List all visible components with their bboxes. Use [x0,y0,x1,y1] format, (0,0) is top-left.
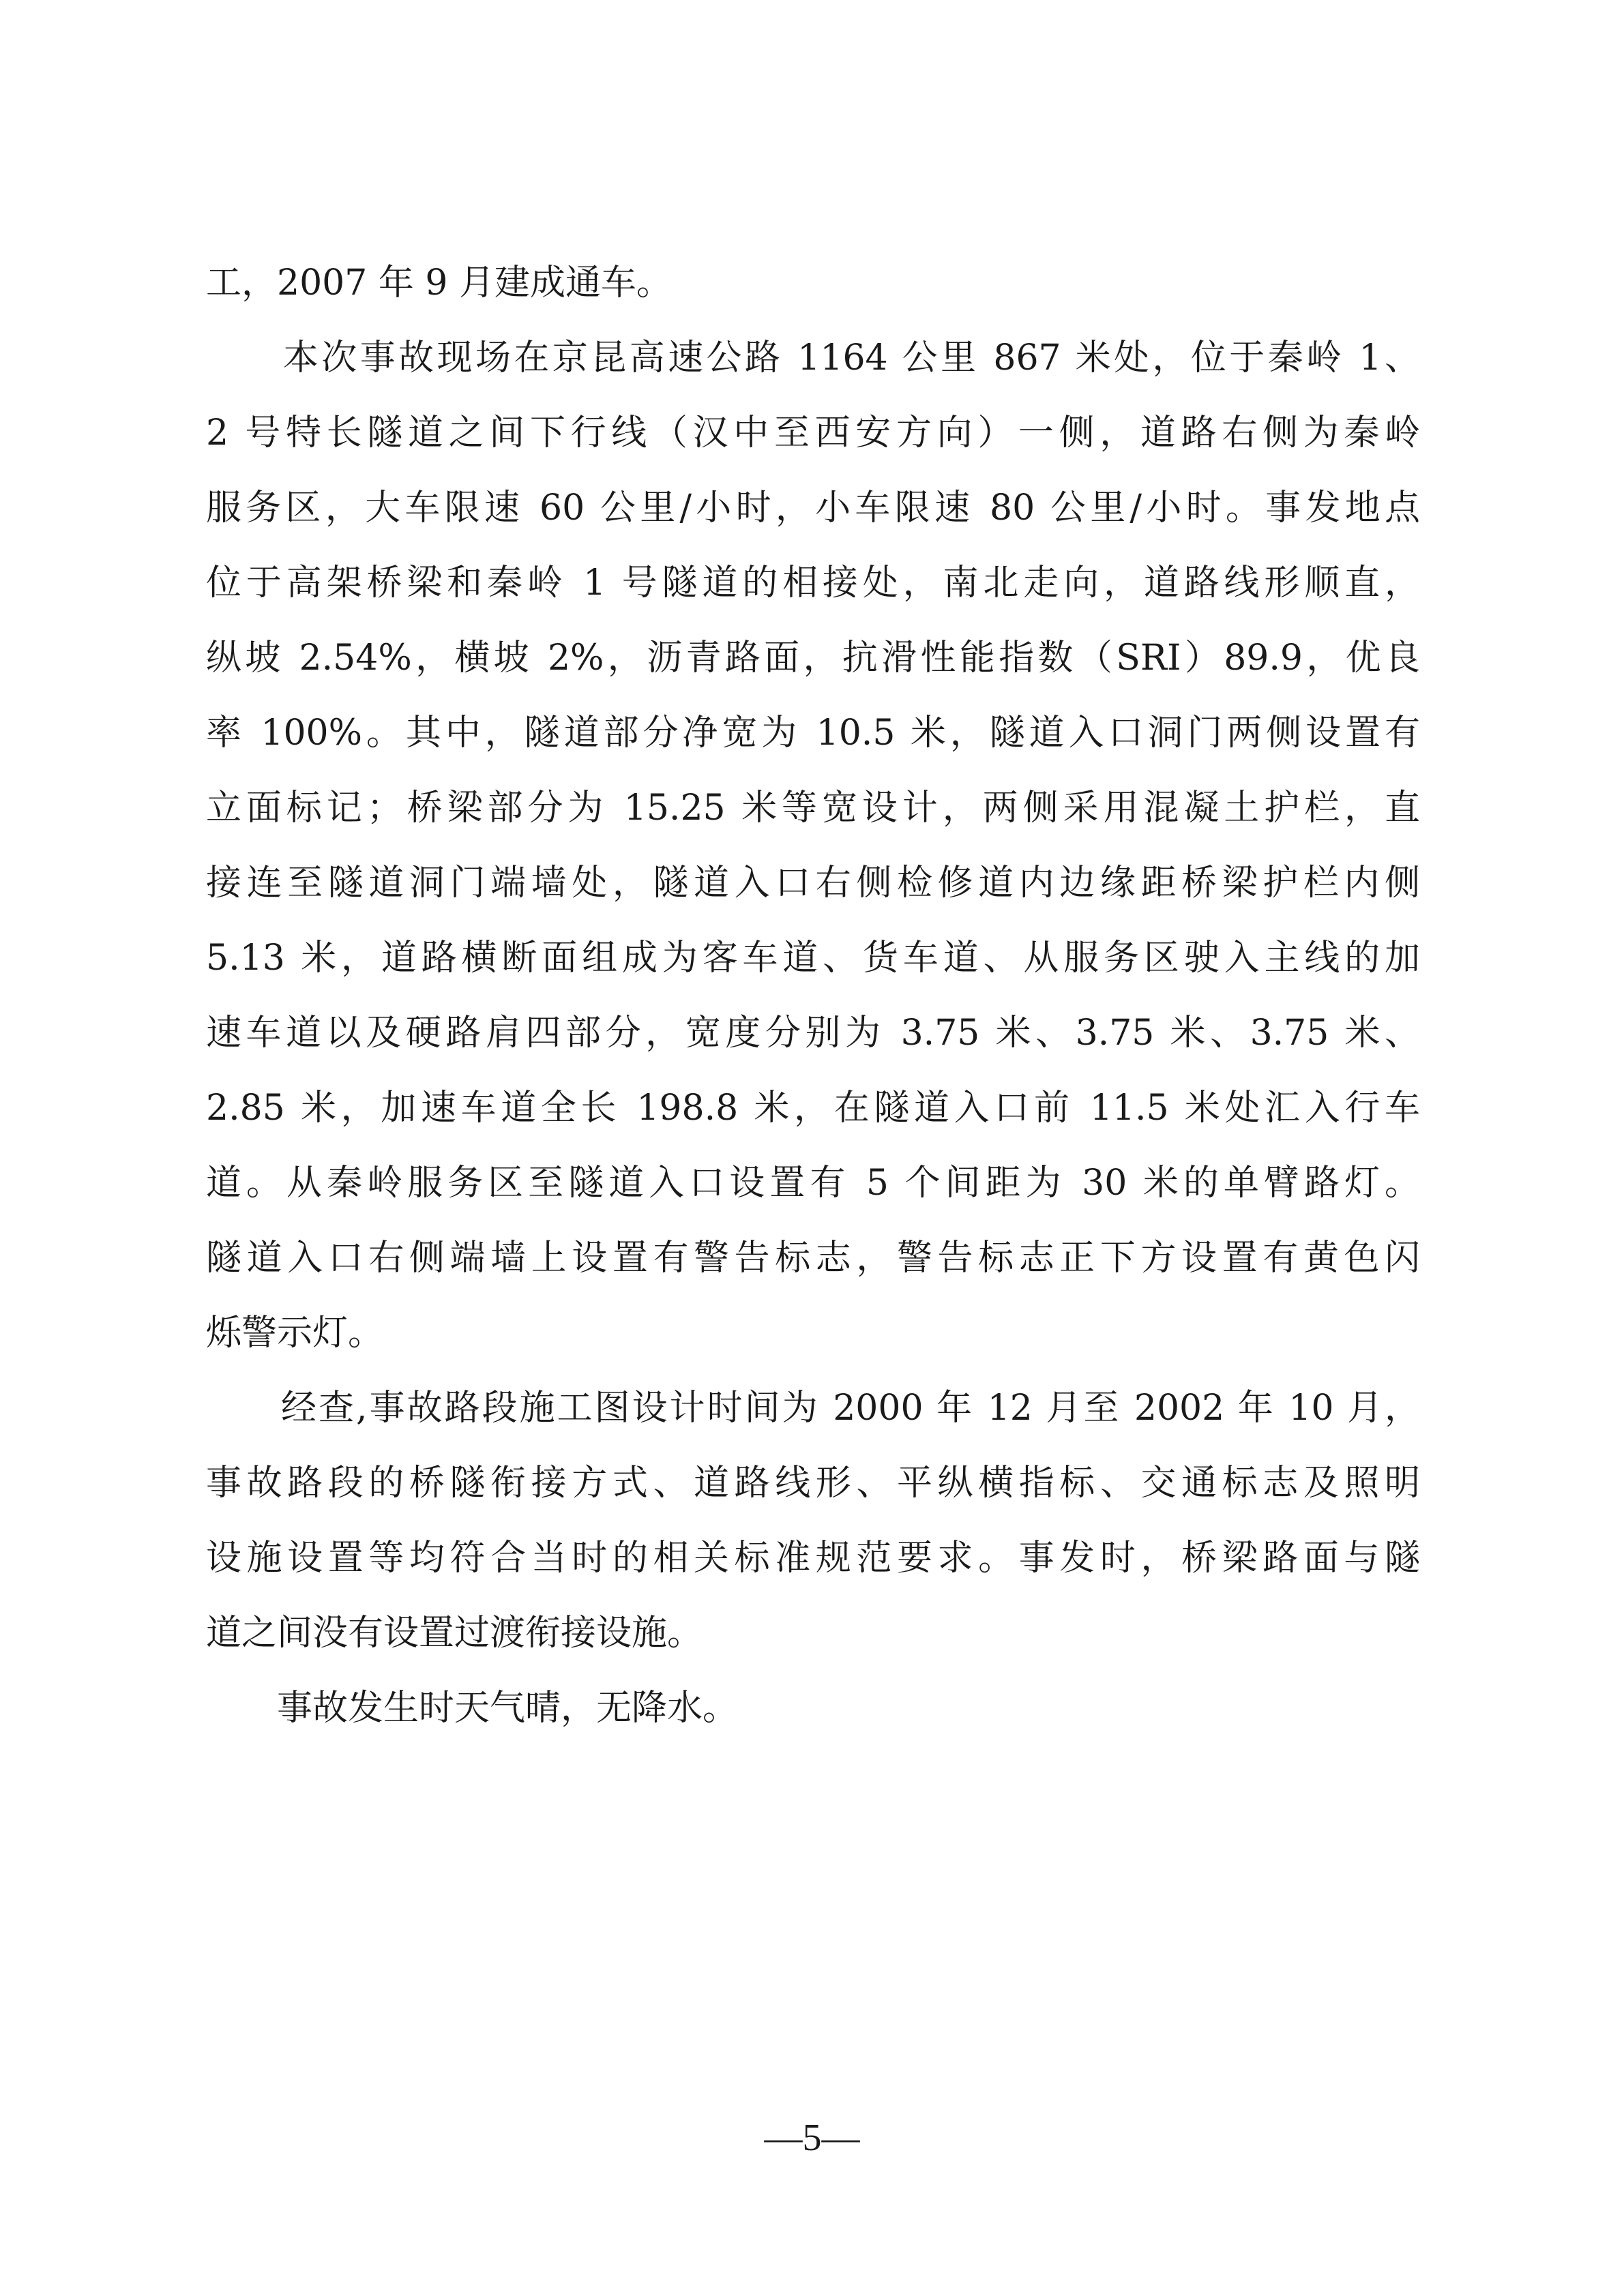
text-line: 工，2007 年 9 月建成通车。 [206,263,673,303]
text-line: 道。从秦岭服务区至隧道入口设置有 5 个间距为 30 米的单臂路灯。 [206,1163,1420,1204]
text-line: 服务区，大车限速 60 公里/小时，小车限速 80 公里/小时。事发地点 [206,488,1420,528]
text-line: 2.85 米，加速车道全长 198.8 米，在隧道入口前 11.5 米处汇入行车 [206,1088,1420,1129]
text-line: 事故发生时天气晴，无降水。 [206,1688,739,1729]
text-line: 位于高架桥梁和秦岭 1 号隧道的相接处，南北走向，道路线形顺直， [206,563,1420,603]
text-line: 立面标记；桥梁部分为 15.25 米等宽设计，两侧采用混凝土护栏，直 [206,788,1420,829]
text-line: 率 100%。其中，隧道部分净宽为 10.5 米，隧道入口洞门两侧设置有 [206,713,1420,754]
text-line: 2 号特长隧道之间下行线（汉中至西安方向）一侧，道路右侧为秦岭 [206,413,1420,453]
text-line: 道之间没有设置过渡衔接设施。 [206,1613,703,1654]
text-line: 纵坡 2.54%，横坡 2%，沥青路面，抗滑性能指数（SRI）89.9，优良 [206,638,1420,679]
text-line: 设施设置等均符合当时的相关标准规范要求。事发时，桥梁路面与隧 [206,1538,1420,1579]
text-line: 接连至隧道洞门端墙处，隧道入口右侧检修道内边缘距桥梁护栏内侧 [206,863,1420,904]
text-line: 速车道以及硬路肩四部分，宽度分别为 3.75 米、3.75 米、3.75 米、 [206,1013,1420,1054]
page-number: —5— [764,2117,860,2159]
text-line: 5.13 米，道路横断面组成为客车道、货车道、从服务区驶入主线的加 [206,938,1420,979]
text-line: 经查,事故路段施工图设计时间为 2000 年 12 月至 2002 年 10 月， [206,1388,1420,1429]
text-line: 烁警示灯。 [206,1313,384,1354]
text-line: 事故路段的桥隧衔接方式、道路线形、平纵横指标、交通标志及照明 [206,1463,1420,1504]
text-line: 隧道入口右侧端墙上设置有警告标志，警告标志正下方设置有黄色闪 [206,1238,1420,1279]
text-line: 本次事故现场在京昆高速公路 1164 公里 867 米处，位于秦岭 1、 [206,338,1420,378]
